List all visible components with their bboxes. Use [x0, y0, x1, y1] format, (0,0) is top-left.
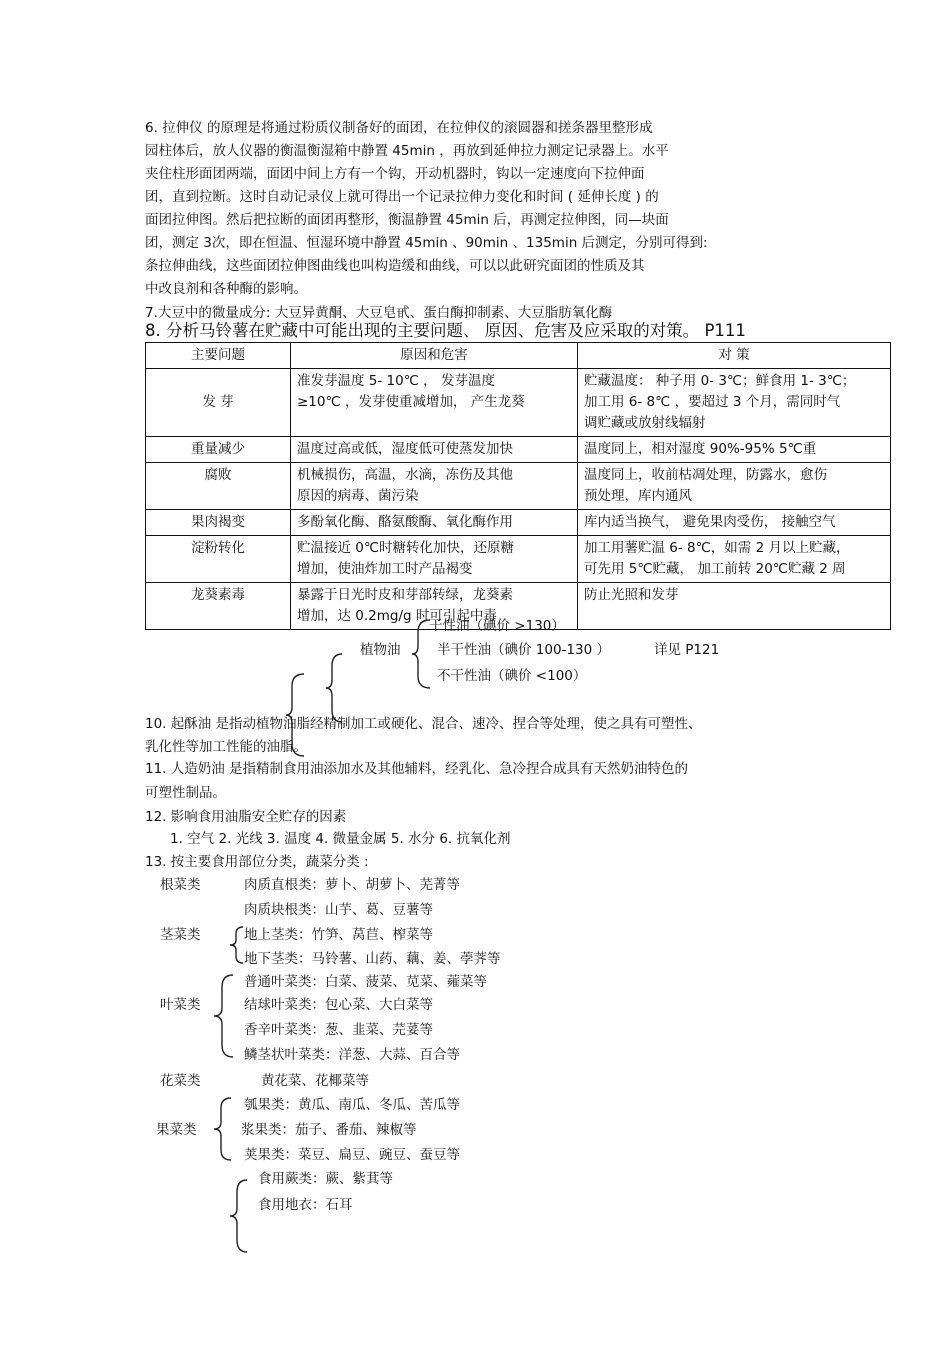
para6-line: 夹住柱形面团两端，面团中间上方有一个钩，开动机器时，钩以一定速度向下拉伸面 [145, 166, 645, 182]
measure-cell [578, 583, 891, 630]
measure-cell [578, 369, 891, 437]
cause-cell [291, 463, 578, 510]
veg-item: 香辛叶菜类：葱、韭菜、芫荽等 [244, 1022, 433, 1038]
measure-line: 加工用 6- 8℃ ，要超过 3 个月，需同时气 [584, 394, 841, 410]
table-row [146, 536, 891, 583]
veg-item: 地上茎类：竹笋、莴苣、榨菜等 [244, 927, 433, 943]
problem-cell: 果肉褐变 [146, 510, 291, 536]
problem-cell: 淀粉转化 [146, 536, 291, 583]
veg-item: 荚果类：菜豆、扁豆、豌豆、蚕豆等 [244, 1147, 460, 1163]
veg-item: 食用地衣：石耳 [258, 1197, 353, 1213]
measure-cell [578, 510, 891, 536]
brace-fern [229, 1178, 249, 1254]
oil-item: 半干性油（碘价 100-130 ） [437, 642, 610, 658]
table-row [146, 463, 891, 510]
veg-item: 肉质块根类：山芋、葛、豆薯等 [244, 902, 433, 918]
cause-cell [291, 437, 578, 463]
potato-storage-table [145, 342, 891, 630]
veg-group-name: 花菜类 [160, 1073, 201, 1089]
para6-line: 条拉伸曲线，这些面团拉伸图曲线也叫构造缓和曲线，可以以此研究面团的性质及其 [145, 258, 645, 274]
problem-cell: 发 芽 [146, 369, 291, 437]
table-row [146, 437, 891, 463]
measure-line: 温度同上，收前枯凋处理，防露水，愈伤 [584, 467, 827, 483]
measure-line: 库内适当换气， 避免果肉受伤， 接触空气 [584, 514, 836, 530]
cause-cell [291, 510, 578, 536]
oil-label: 植物油 [360, 642, 401, 658]
oil-item: 不干性油（碘价 <100） [437, 668, 587, 684]
veg-item: 浆果类：茄子、番茄、辣椒等 [241, 1122, 417, 1138]
cause-line: 机械损伤，高温，水滴，冻伤及其他 [297, 467, 513, 483]
problem-cell: 腐败 [146, 463, 291, 510]
para11-line: 11. 人造奶油 是指精制食用油添加水及其他辅料，经乳化、急冷捏合成具有天然奶油特色的 [145, 761, 689, 777]
para6-line: 团，直到拉断。这时自动记录仪上就可得出一个记录拉伸力变化和时间 ( 延伸长度 ) 的 [145, 189, 659, 205]
measure-line: 预处理，库内通风 [584, 488, 692, 504]
brace-fat [326, 652, 344, 724]
problem-cell: 龙葵素毒 [146, 583, 291, 630]
header-problem: 主要问题 [146, 343, 291, 369]
cause-line: ≥10℃ ，发芽使重减增加， 产生龙葵 [297, 394, 525, 410]
para10-line: 10. 起酥油 是指动植物油脂经精制加工或硬化、混合、速冷、捏合等处理，使之具有可塑性、 [145, 716, 702, 732]
veg-item: 普通叶菜类：白菜、菠菜、苋菜、蕹菜等 [244, 974, 487, 990]
cause-cell [291, 369, 578, 437]
item-13-title: 13. 按主要食用部位分类，蔬菜分类 : [145, 854, 369, 870]
measure-cell [578, 463, 891, 510]
header-cause: 原因和危害 [291, 343, 578, 369]
cause-line: 增加，使油炸加工时产品褐变 [297, 561, 473, 577]
measure-line: 可先用 5℃贮藏， 加工前转 20℃贮藏 2 周 [584, 561, 846, 577]
table-header-row [146, 343, 891, 369]
brace-leaf [213, 973, 235, 1059]
veg-item: 鳞茎状叶菜类：洋葱、大蒜、百合等 [244, 1047, 460, 1063]
veg-item: 肉质直根类：萝卜、胡萝卜、芜菁等 [244, 877, 460, 893]
veg-item: 结球叶菜类：包心菜、大白菜等 [244, 997, 433, 1013]
item-12-title: 12. 影响食用油脂安全贮存的因素 [145, 809, 347, 825]
para6-line: 面团拉伸图。然后把拉断的面团再整形，衡温静置 45min 后，再测定拉伸图，同—块面 [145, 212, 669, 228]
measure-line: 调贮藏或放射线辐射 [584, 415, 706, 431]
cause-line: 温度过高或低，湿度低可使蒸发加快 [297, 441, 513, 457]
cause-line: 增加，达 0.2mg/g 时可引起中毒 [297, 608, 497, 624]
measure-line: 温度同上，相对湿度 90%-95% 5℃重 [584, 441, 817, 457]
cause-line: 贮温接近 0℃时糖转化加快，还原糖 [297, 540, 515, 556]
item-8-heading: 8. 分析马铃薯在贮藏中可能出现的主要问题、 原因、危害及应采取的对策。 P111 [145, 321, 746, 340]
measure-line: 加工用薯贮温 6- 8℃，如需 2 月以上贮藏， [584, 540, 850, 556]
table-row [146, 369, 891, 437]
para6-line: 团，测定 3次，即在恒温、恒湿环境中静置 45min 、90min 、135min 后测定，分别可得到: [145, 235, 708, 251]
para6-line: 园柱体后，放人仪器的衡温衡湿箱中静置 45min ，再放到延伸拉力测定记录器上。水平 [145, 143, 669, 159]
para6-line: 中改良剂和各种酶的影响。 [145, 281, 307, 297]
para11-line: 可塑性制品。 [145, 785, 226, 801]
cause-line: 多酚氧化酶、酪氨酸酶、氧化酶作用 [297, 514, 513, 530]
veg-group-name: 果菜类 [156, 1122, 197, 1138]
veg-group-name: 茎菜类 [160, 927, 201, 943]
problem-cell: 重量减少 [146, 437, 291, 463]
cause-line: 准发芽温度 5- 10℃ ， 发芽温度 [297, 373, 495, 389]
table-row [146, 510, 891, 536]
para10-line: 乳化性等加工性能的油脂。 [145, 739, 307, 755]
oil-item: 干性油（碘价 >130） [429, 618, 565, 634]
cause-line: 原因的病毒、菌污染 [297, 488, 419, 504]
header-measure: 对 策 [578, 343, 891, 369]
brace-fruit [213, 1096, 233, 1162]
measure-line: 贮藏温度： 种子用 0- 3℃；鲜食用 1- 3℃； [584, 373, 856, 389]
veg-group-name: 叶菜类 [160, 997, 201, 1013]
measure-line: 防止光照和发芽 [584, 587, 679, 603]
veg-item: 地下茎类：马铃薯、山药、藕、姜、荸荠等 [244, 951, 501, 967]
measure-cell [578, 437, 891, 463]
veg-item: 瓠果类：黄瓜、南瓜、冬瓜、苦瓜等 [244, 1097, 460, 1113]
item-7: 7.大豆中的微量成分: 大豆异黄酮、大豆皂甙、蛋白酶抑制素、大豆脂肪氧化酶 [145, 305, 613, 321]
brace-stem [230, 925, 244, 965]
veg-group-name: 根菜类 [160, 877, 201, 893]
veg-item: 黄花菜、花椰菜等 [261, 1073, 369, 1089]
item-12-factors: 1. 空气 2. 光线 3. 温度 4. 微量金属 5. 水分 6. 抗氧化剂 [170, 831, 511, 847]
measure-cell [578, 536, 891, 583]
oil-note: 详见 P121 [654, 642, 720, 658]
cause-cell [291, 536, 578, 583]
cause-line: 暴露于日光时皮和芽部转绿，龙葵素 [297, 587, 513, 603]
para6-line: 6. 拉伸仪 的原理是将通过粉质仪制备好的面团，在拉伸仪的滚圆器和搓条器里整形成 [145, 120, 653, 136]
veg-item: 食用蕨类：蕨、紫萁等 [258, 1171, 393, 1187]
